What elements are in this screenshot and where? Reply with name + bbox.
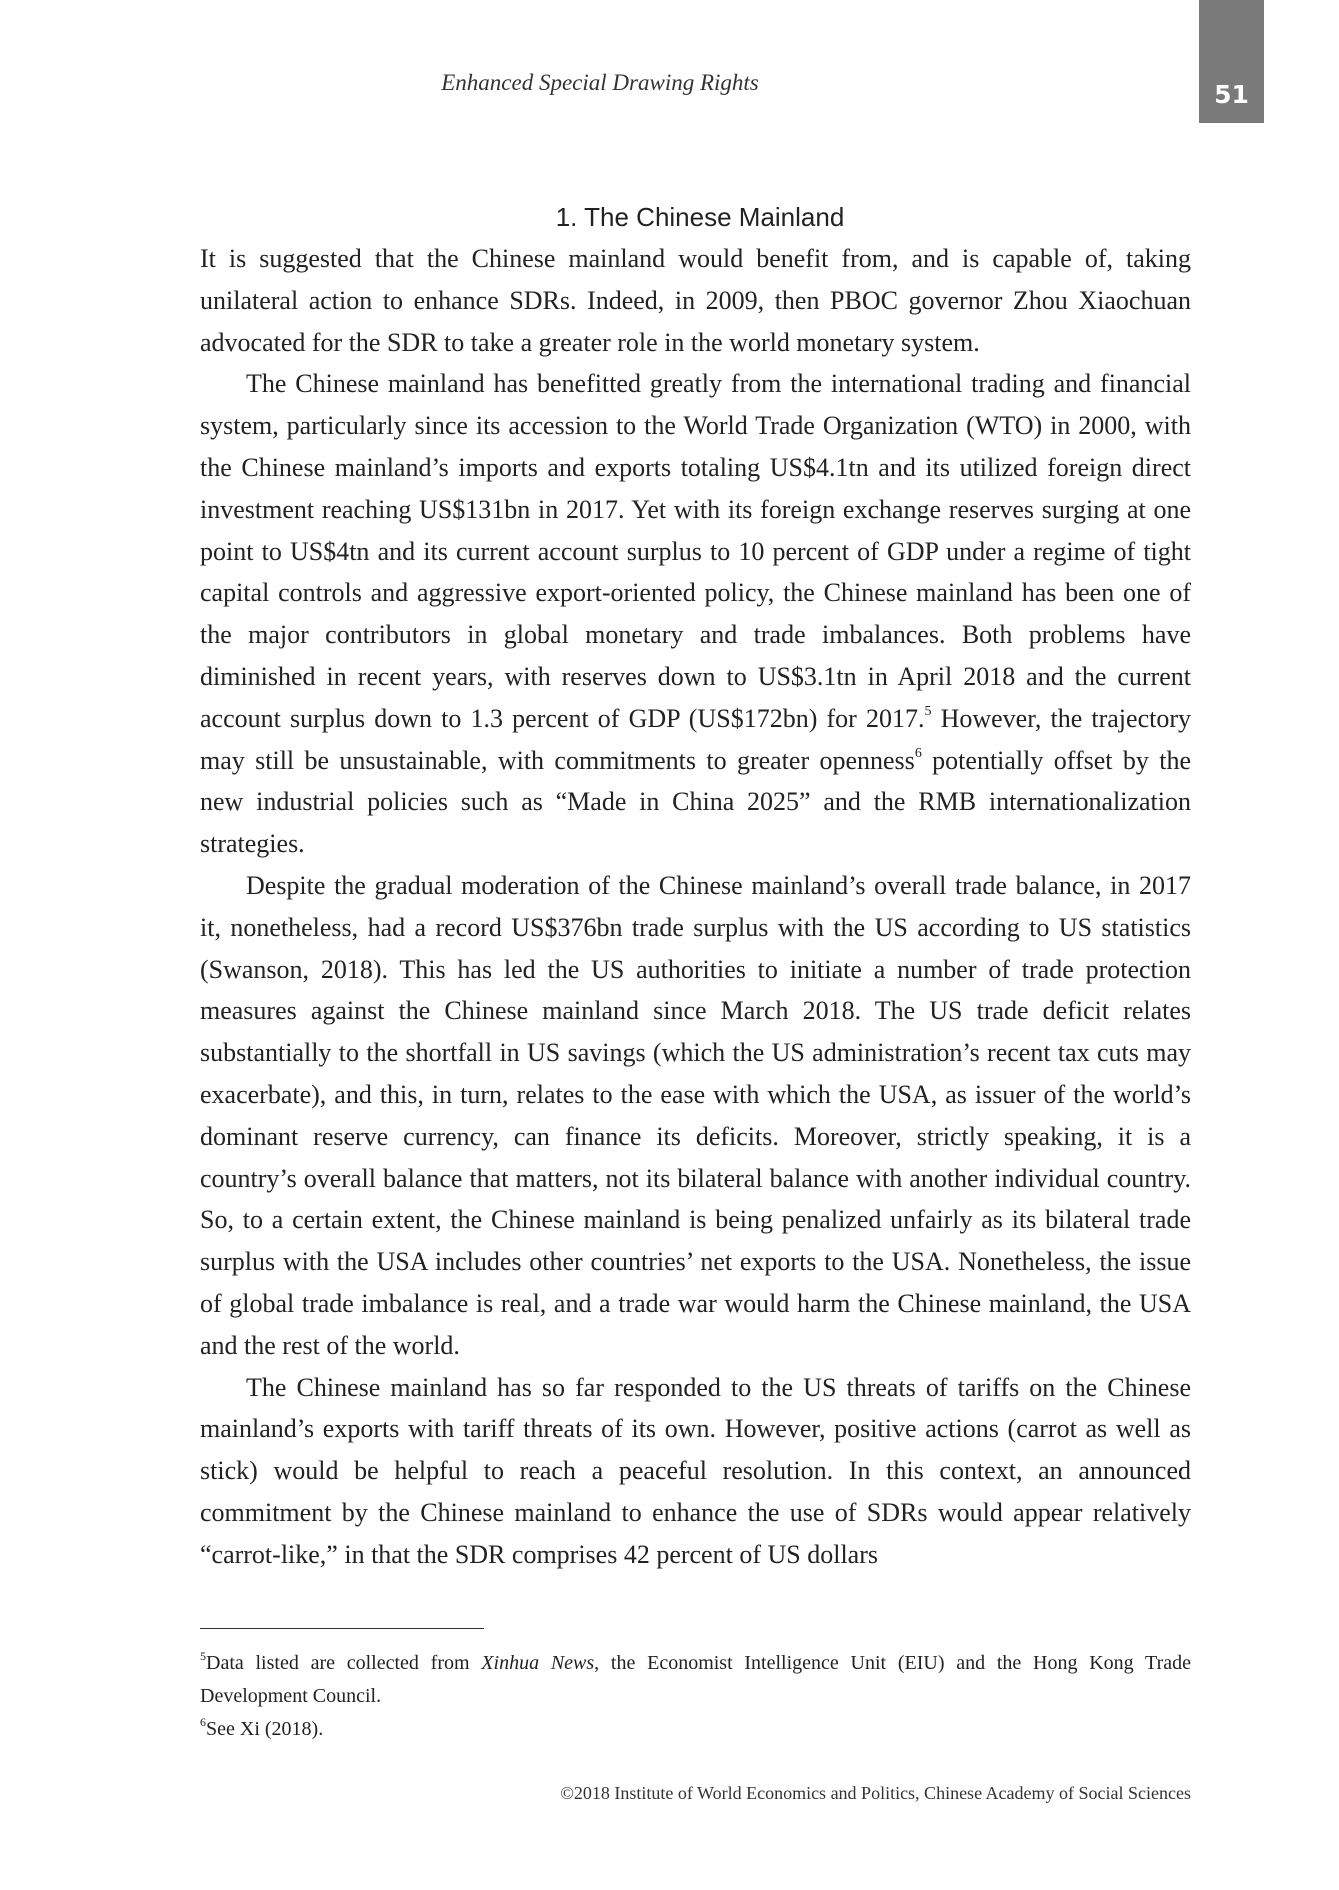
running-title: Enhanced Special Drawing Rights — [441, 70, 759, 95]
body-text — [200, 238, 1191, 1576]
footnote-ref-6[interactable]: 6 — [914, 745, 922, 761]
footnote-6 — [200, 1713, 1191, 1746]
paragraph-2-part-3: potentially offset by the new industrial policies such as “Made in China 2025” and the RMB internationalization strategies. — [200, 745, 1191, 859]
footnotes — [200, 1647, 1191, 1746]
footnote-ref-5[interactable]: 5 — [924, 703, 932, 719]
footnote-5-text-pre: Data listed are collected from — [206, 1652, 482, 1674]
paragraph-2-part-2: However, the trajectory may still be unsustainable, with commitments to greater openness — [200, 703, 1191, 775]
copyright-footer: ©2018 Institute of World Economics and Politics, Chinese Academy of Social Sciences — [560, 1783, 1191, 1803]
footnote-5 — [200, 1647, 1191, 1713]
page-number: 51 — [1214, 80, 1249, 109]
paragraph-2 — [200, 363, 1191, 865]
paragraph-4: The Chinese mainland has so far responded to the US threats of tariffs on the Chinese mainland’s exports with tariff threats of its own. However, positive actions (carrot as well as stick) would be helpful to reach a peaceful resolution. In this context, an announced commitment by the Chinese mainland to enhance the use of SDRs would appear relatively “carrot-like,” in that the SDR comprises 42 percent of US dollars — [200, 1372, 1191, 1569]
page-number-tab — [1199, 0, 1264, 123]
footnote-6-marker: 6 — [200, 1715, 206, 1729]
paragraph-1: It is suggested that the Chinese mainland would benefit from, and is capable of, taking unilateral action to enhance SDRs. Indeed, in 2009, then PBOC governor Zhou Xiaochuan advocated for the SDR to take a greater role in the world monetary system. — [200, 244, 1191, 357]
footnote-6-text: See Xi (2018). — [206, 1718, 324, 1740]
footnote-5-text-post: , the Economist Intelligence Unit (EIU) and the Hong Kong Trade Development Council. — [200, 1652, 1191, 1707]
section-heading: 1. The Chinese Mainland — [555, 202, 845, 232]
footnote-5-marker: 5 — [200, 1649, 206, 1663]
footnote-5-source: Xinhua News — [481, 1652, 595, 1674]
paragraph-2-part-1: The Chinese mainland has benefitted greatly from the international trading and financial system, particularly since its accession to the World Trade Organization (WTO) in 2000, with the Chinese mainland’s imports and exports totaling US$4.1tn and its utilized foreign direct investment reaching US$131bn in 2017. Yet with its foreign exchange reserves surging at one point to US$4tn and its current account surplus to 10 percent of GDP under a regime of tight capital controls and aggressive export-oriented policy, the Chinese mainland has been one of the major contributors in global monetary and trade imbalances. Both problems have diminished in recent years, with reserves down to US$3.1tn in April 2018 and the current account surplus down to 1.3 percent of GDP (US$172bn) for 2017. — [200, 369, 1191, 733]
footnote-divider — [200, 1628, 484, 1629]
paragraph-3: Despite the gradual moderation of the Chinese mainland’s overall trade balance, in 2017 it, nonetheless, had a record US$376bn trade surplus with the US according to US statistics (Swanson, 2018). This has led the US authorities to initiate a number of trade protection measures against the Chinese mainland since March 2018. The US trade deficit relates substantially to the shortfall in US savings (which the US administration’s recent tax cuts may exacerbate), and this, in turn, relates to the ease with which the USA, as issuer of the world’s dominant reserve currency, can finance its deficits. Moreover, strictly speaking, it is a country’s overall balance that matters, not its bilateral balance with another individual country. So, to a certain extent, the Chinese mainland is being penalized unfairly as its bilateral trade surplus with the USA includes other countries’ net exports to the USA. Nonetheless, the issue of global trade imbalance is real, and a trade war would harm the Chinese mainland, the USA and the rest of the world. — [200, 870, 1191, 1360]
